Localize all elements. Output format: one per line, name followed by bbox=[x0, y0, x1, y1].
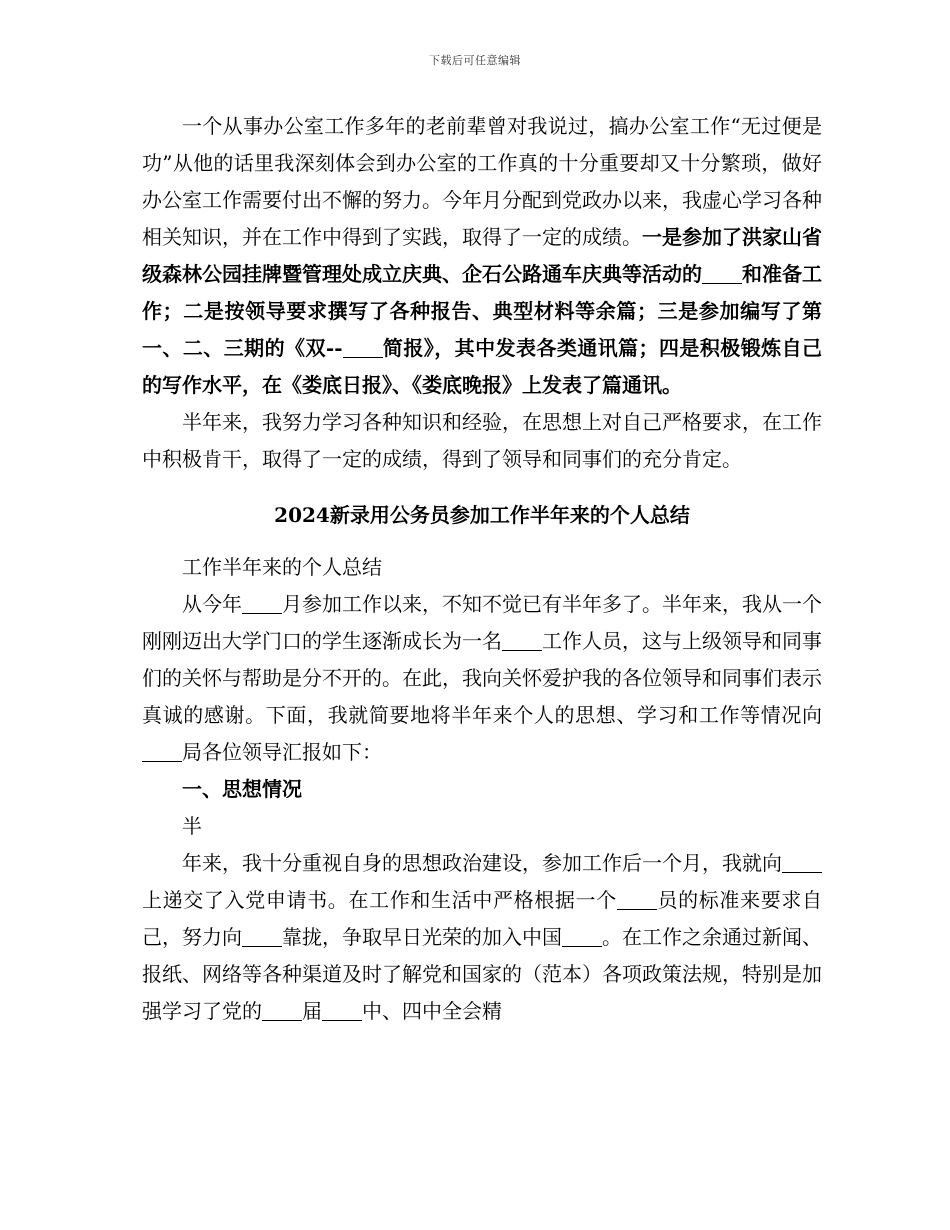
paragraph-text: 工作人员，这与上级领导和同事们的关怀与帮助是分不开的。在此，我向关怀爱护我的各位领导和同事们表示真诚的感谢。下面，我就简要地将半年来个人的思想、学习和工作等情况向 bbox=[142, 629, 822, 727]
paragraph-text: 中、四中全会精 bbox=[362, 999, 502, 1023]
fill-blank bbox=[562, 926, 602, 947]
paragraph-text: 月参加工作以来，不知不觉已有半年多了。半年来，我从一个刚刚迈出大学门口的学生逐渐成长为一名 bbox=[142, 592, 822, 653]
section-heading-thought: 一、思想情况 bbox=[182, 777, 302, 801]
fill-blank bbox=[617, 889, 657, 910]
paragraph-office-work bbox=[142, 108, 822, 404]
paragraph-text: 员的标准来要求自己，努力向 bbox=[142, 888, 823, 949]
paragraph-text: 年来，我十分重视自身的思想政治建设，参加工作后一个月，我就向 bbox=[182, 851, 782, 875]
document-subtitle: 工作半年来的个人总结 bbox=[182, 555, 382, 579]
fill-blank bbox=[343, 337, 383, 358]
paragraph-text: 。在工作之余通过新闻、报纸、网络等各种渠道及时了解党和国家的（范本）各项政策法规，特别是加强学习了党的 bbox=[142, 925, 822, 1023]
paragraph-text: 一个从事办公室工作多年的老前辈曾对我说过，搞办公室工作“无过便是功”从他的话里我深刻体会到办公室的工作真的十分重要却又十分繁琐，做好办公室工作需要付出不懈的努力。今年月分配到党政办以来，我虚心学习各种相关知识，并在工作中得到了实践，取得了一定的成绩。 bbox=[142, 114, 822, 249]
paragraph-text: 从今年 bbox=[182, 592, 242, 616]
fill-blank bbox=[242, 593, 282, 614]
page-header: 下载后可任意编辑 bbox=[429, 54, 521, 67]
paragraph-intro bbox=[142, 586, 822, 771]
paragraph-half-year-summary: 半年来，我努力学习各种知识和经验，在思想上对自己严格要求，在工作中积极肯干，取得了一定的成绩，得到了领导和同事们的充分肯定。 bbox=[142, 410, 822, 471]
paragraph-thought-detail bbox=[142, 845, 822, 1030]
fill-blank bbox=[782, 852, 822, 873]
bold-text: 一是参加了洪家山省级森林公园挂牌暨管理处成立庆典、企石公路通车庆典等活动的 bbox=[142, 225, 822, 286]
fill-blank bbox=[142, 741, 182, 762]
bold-text: 简报》，其中发表各类通讯篇；四是积极锻炼自己的写作水平，在《娄底日报》、《娄底晚报》上发表了篇通讯。 bbox=[142, 336, 823, 397]
document-title: 2024新录用公务员参加工作半年来的个人总结 bbox=[274, 503, 690, 527]
paragraph-text: 靠拢，争取早日光荣的加入中国 bbox=[282, 925, 562, 949]
fill-blank bbox=[502, 630, 542, 651]
fill-blank bbox=[262, 1000, 302, 1021]
document-body bbox=[142, 108, 822, 1030]
paragraph-text: 局各位领导汇报如下： bbox=[182, 740, 382, 764]
paragraph-text: 上递交了入党申请书。在工作和生活中严格根据一个 bbox=[142, 888, 617, 912]
fill-blank bbox=[322, 1000, 362, 1021]
paragraph-text: 届 bbox=[302, 999, 322, 1023]
fill-blank bbox=[242, 926, 282, 947]
paragraph-fragment: 半 bbox=[182, 814, 202, 838]
bold-text: 和准备工作；二是按领导要求撰写了各种报告、典型材料等余篇；三是参加编写了第一、二、三期的《双-- bbox=[142, 262, 822, 360]
fill-blank bbox=[702, 263, 742, 284]
